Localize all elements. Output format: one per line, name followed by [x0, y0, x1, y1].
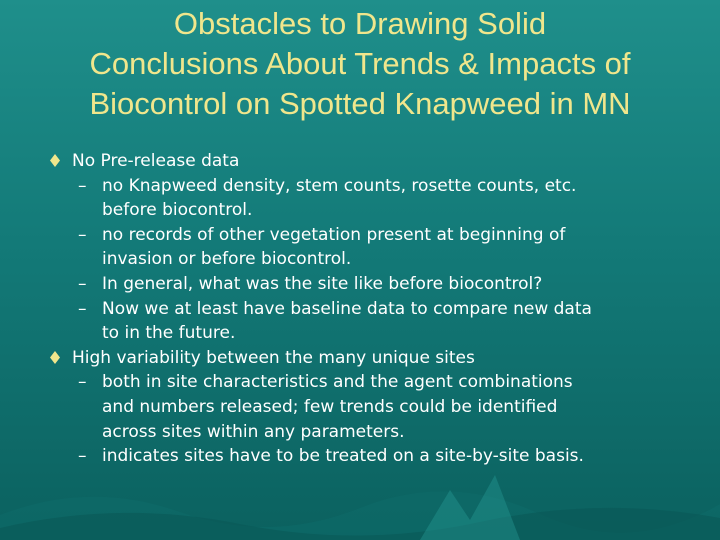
sub-bullet-line: before biocontrol.	[102, 200, 253, 221]
dash-marker: –	[78, 298, 87, 319]
slide-title	[20, 4, 700, 124]
sub-bullet-line: Now we at least have baseline data to compare new data	[102, 298, 592, 319]
sub-bullet	[50, 272, 700, 297]
bullet-item	[50, 149, 700, 174]
sub-bullet	[50, 174, 700, 223]
sub-bullet-line: indicates sites have to be treated on a site-by-site basis.	[102, 446, 584, 467]
diamond-bullet-icon	[50, 351, 60, 364]
sub-bullet-line: and numbers released; few trends could be identified	[102, 396, 558, 417]
diamond-bullet-icon	[50, 154, 60, 167]
bullet-text: No Pre-release data	[72, 151, 240, 171]
title-line: Conclusions About Trends & Impacts of	[89, 46, 631, 81]
dash-marker: –	[78, 175, 87, 196]
sub-bullet-line: no Knapweed density, stem counts, rosette counts, etc.	[102, 175, 577, 196]
sub-bullet	[50, 370, 700, 444]
sub-bullet-line: In general, what was the site like before biocontrol?	[102, 273, 543, 294]
slide-body	[50, 149, 700, 469]
bullet-item	[50, 346, 700, 371]
dash-marker: –	[78, 446, 87, 467]
sub-bullet	[50, 444, 700, 469]
dash-marker: –	[78, 224, 87, 245]
sub-bullet	[50, 223, 700, 272]
title-line: Obstacles to Drawing Solid	[173, 6, 547, 41]
sub-bullet-line: across sites within any parameters.	[102, 421, 405, 442]
title-line: Biocontrol on Spotted Knapweed in MN	[89, 86, 631, 121]
sub-bullet	[50, 297, 700, 346]
sub-bullet-line: no records of other vegetation present at beginning of	[102, 224, 566, 245]
dash-marker: –	[78, 372, 87, 393]
sub-bullet-line: invasion or before biocontrol.	[102, 249, 352, 270]
sub-bullet-line: both in site characteristics and the agent combinations	[102, 372, 573, 393]
sub-bullet-line: to in the future.	[102, 323, 236, 344]
bullet-text: High variability between the many unique sites	[72, 347, 475, 368]
dash-marker: –	[78, 273, 87, 294]
